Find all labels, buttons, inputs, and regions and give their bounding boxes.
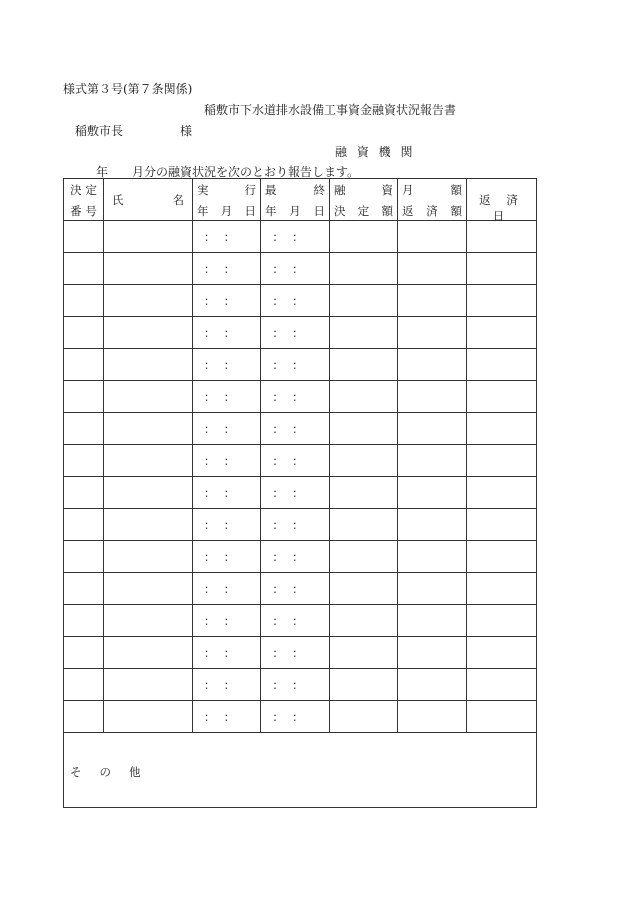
repayment-day-cell[interactable] [467,413,537,445]
repayment-day-cell[interactable] [467,573,537,605]
final-date-cell[interactable]: ：： [261,381,330,413]
header-execution-date [193,179,261,221]
monthly-repayment-cell[interactable] [398,573,467,605]
table-row [64,541,537,573]
name-cell[interactable] [104,573,193,605]
loan-amount-cell[interactable] [330,541,398,573]
decision-number-cell[interactable] [64,605,104,637]
header-text: 終 [313,183,325,197]
table-row [64,669,537,701]
execution-date-cell[interactable]: ：： [193,477,261,509]
page-title: 稲敷市下水道排水設備工事資金融資状況報告書 [203,103,456,117]
execution-date-cell[interactable]: ：： [193,445,261,477]
report-text: 月分の融資状況を次のとおり報告します。 [132,165,360,179]
repayment-day-cell[interactable] [467,637,537,669]
repayment-day-cell[interactable] [467,605,537,637]
header-repayment-day [467,179,537,221]
loan-amount-cell[interactable] [330,605,398,637]
execution-date-cell[interactable]: ：： [193,605,261,637]
name-cell[interactable] [104,349,193,381]
header-text: 決 [334,204,346,218]
financial-institution-label: 融 資 機 関 [335,145,416,159]
header-final-date [261,179,330,221]
monthly-repayment-cell[interactable] [398,285,467,317]
execution-date-cell[interactable]: ：： [193,285,261,317]
honorific: 様 [180,124,193,138]
decision-number-cell[interactable] [64,637,104,669]
table-row [64,637,537,669]
execution-date-cell[interactable]: ：： [193,701,261,733]
decision-number-cell[interactable] [64,509,104,541]
name-cell[interactable] [104,285,193,317]
monthly-repayment-cell[interactable] [398,541,467,573]
header-text: 月 [220,204,233,218]
header-text: 月 [402,183,414,197]
loan-amount-cell[interactable] [330,701,398,733]
header-text: 年 [265,204,277,218]
repayment-day-cell[interactable] [467,477,537,509]
label-char: 他 [129,764,141,779]
table-row [64,285,537,317]
monthly-repayment-cell[interactable] [398,605,467,637]
table-row [64,701,537,733]
other-notes-label [64,761,536,780]
final-date-cell[interactable]: ：： [261,573,330,605]
decision-number-cell[interactable] [64,477,104,509]
header-text: 最 [265,183,277,197]
final-date-cell[interactable]: ：： [261,509,330,541]
monthly-repayment-cell[interactable] [398,349,467,381]
repayment-day-cell[interactable] [467,349,537,381]
header-text: 年 [197,204,209,218]
repayment-day-cell[interactable] [467,317,537,349]
final-date-cell[interactable]: ：： [261,253,330,285]
final-date-cell[interactable]: ：： [261,285,330,317]
header-text: 融 [334,183,346,197]
monthly-repayment-cell[interactable] [398,253,467,285]
monthly-repayment-cell[interactable] [398,221,467,253]
label-char: そ [70,764,82,779]
execution-date-cell[interactable]: ：： [193,349,261,381]
repayment-day-cell[interactable] [467,381,537,413]
decision-number-cell[interactable] [64,669,104,701]
header-text: 済 [426,204,438,218]
table-row [64,413,537,445]
repayment-day-cell[interactable] [467,285,537,317]
execution-date-cell[interactable]: ：： [193,509,261,541]
decision-number-cell[interactable] [64,349,104,381]
execution-date-cell[interactable]: ：： [193,221,261,253]
name-cell[interactable] [104,637,193,669]
table-row [64,445,537,477]
name-cell[interactable] [104,509,193,541]
header-text: 額 [381,204,393,218]
header-loan-decision-amount [330,179,398,221]
monthly-repayment-cell[interactable] [398,669,467,701]
header-text: 返 [402,204,414,218]
final-date-cell[interactable]: ：： [261,701,330,733]
monthly-repayment-cell[interactable] [398,637,467,669]
form-number-label: 様式第３号(第７条関係) [63,82,193,96]
final-date-cell[interactable]: ：： [261,605,330,637]
name-cell[interactable] [104,445,193,477]
table-row [64,253,537,285]
repayment-day-cell[interactable] [467,541,537,573]
name-cell[interactable] [104,221,193,253]
header-text: 実 [197,183,209,197]
label-char: の [99,764,111,779]
name-cell[interactable] [104,477,193,509]
name-cell[interactable] [104,381,193,413]
decision-number-cell[interactable] [64,701,104,733]
execution-date-cell[interactable]: ：： [193,541,261,573]
name-cell[interactable] [104,605,193,637]
header-text: 額 [450,183,462,197]
execution-date-cell[interactable]: ：： [193,381,261,413]
loan-amount-cell[interactable] [330,317,398,349]
header-text: 日 [244,204,256,218]
final-date-cell[interactable]: ：： [261,445,330,477]
header-text: 日 [313,204,325,218]
loan-amount-cell[interactable] [330,669,398,701]
execution-date-cell[interactable]: ：： [193,637,261,669]
table-row [64,477,537,509]
monthly-repayment-cell[interactable] [398,445,467,477]
loan-amount-cell[interactable] [330,253,398,285]
final-date-cell[interactable]: ：： [261,541,330,573]
loan-amount-cell[interactable] [330,573,398,605]
table-row [64,605,537,637]
decision-number-cell[interactable] [64,413,104,445]
header-text: 定 [357,204,370,218]
other-notes-row [64,733,537,808]
monthly-repayment-cell[interactable] [398,317,467,349]
table-row [64,221,537,253]
loan-amount-cell[interactable] [330,221,398,253]
loan-status-table [63,178,537,808]
name-cell[interactable] [104,413,193,445]
addressee: 稲敷市長 [75,124,124,138]
name-cell[interactable] [104,317,193,349]
loan-amount-cell[interactable] [330,349,398,381]
header-monthly-repayment [398,179,467,221]
decision-number-cell[interactable] [64,541,104,573]
header-text: 名 [172,193,184,207]
table-row [64,509,537,541]
loan-amount-cell[interactable] [330,285,398,317]
final-date-cell[interactable]: ：： [261,221,330,253]
loan-amount-cell[interactable] [330,445,398,477]
header-text: 氏 [112,193,124,207]
final-date-cell[interactable]: ：： [261,413,330,445]
name-cell[interactable] [104,701,193,733]
header-decision-number [64,179,104,221]
loan-amount-cell[interactable] [330,381,398,413]
final-date-cell[interactable]: ：： [261,637,330,669]
header-text: 返 済 日 [479,193,524,223]
header-text: 額 [450,204,462,218]
repayment-day-cell[interactable] [467,701,537,733]
decision-number-cell[interactable] [64,381,104,413]
repayment-day-cell[interactable] [467,221,537,253]
loan-amount-cell[interactable] [330,637,398,669]
monthly-repayment-cell[interactable] [398,509,467,541]
name-cell[interactable] [104,669,193,701]
monthly-repayment-cell[interactable] [398,413,467,445]
decision-number-cell[interactable] [64,317,104,349]
table-header-row [64,179,537,221]
repayment-day-cell[interactable] [467,445,537,477]
table-row [64,573,537,605]
execution-date-cell[interactable]: ：： [193,669,261,701]
repayment-day-cell[interactable] [467,669,537,701]
header-text: 行 [244,183,256,197]
name-cell[interactable] [104,253,193,285]
final-date-cell[interactable]: ：： [261,477,330,509]
monthly-repayment-cell[interactable] [398,701,467,733]
monthly-repayment-cell[interactable] [398,477,467,509]
header-text: 決 定 [70,183,97,197]
final-date-cell[interactable]: ：： [261,349,330,381]
execution-date-cell[interactable]: ：： [193,413,261,445]
header-text: 番 号 [70,204,97,218]
loan-amount-cell[interactable] [330,509,398,541]
header-text: 資 [381,183,393,197]
table-row [64,381,537,413]
final-date-cell[interactable]: ：： [261,669,330,701]
other-notes-field[interactable] [64,733,537,808]
final-date-cell[interactable]: ：： [261,317,330,349]
monthly-repayment-cell[interactable] [398,381,467,413]
header-name [104,179,193,221]
table-row [64,317,537,349]
decision-number-cell[interactable] [64,253,104,285]
decision-number-cell[interactable] [64,221,104,253]
report-year-label: 年 [96,165,109,179]
execution-date-cell[interactable]: ：： [193,317,261,349]
execution-date-cell[interactable]: ：： [193,253,261,285]
loan-amount-cell[interactable] [330,477,398,509]
repayment-day-cell[interactable] [467,509,537,541]
decision-number-cell[interactable] [64,445,104,477]
table-row [64,349,537,381]
decision-number-cell[interactable] [64,573,104,605]
repayment-day-cell[interactable] [467,253,537,285]
execution-date-cell[interactable]: ：： [193,573,261,605]
name-cell[interactable] [104,541,193,573]
loan-amount-cell[interactable] [330,413,398,445]
header-text: 月 [289,204,301,218]
decision-number-cell[interactable] [64,285,104,317]
